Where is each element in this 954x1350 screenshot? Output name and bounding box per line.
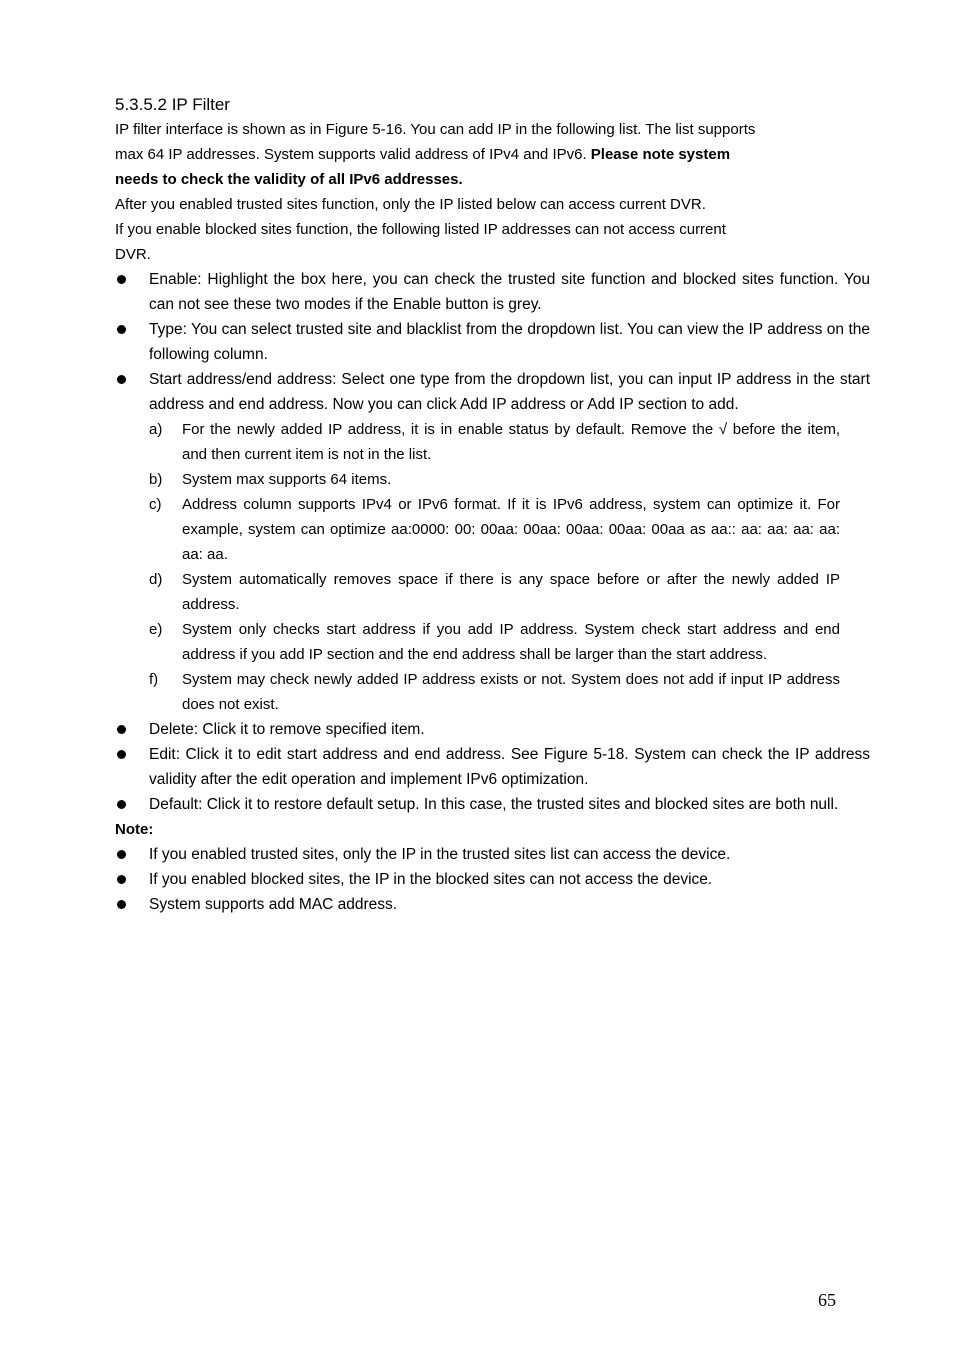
note-bullet-list <box>115 842 870 917</box>
sub-item-e <box>115 617 870 667</box>
trusted-sites-text: After you enabled trusted sites function, only the IP listed below can access current DVR. <box>115 196 706 213</box>
bullet-text: Edit: Click it to edit start address and end address. See Figure 5-18. System can check the IP address validity after the edit operation and implement IPv6 optimization. <box>149 746 870 788</box>
note-bullet-mac <box>115 892 870 917</box>
note-label: Note: <box>115 821 154 838</box>
bullet-text: Start address/end address: Select one type from the dropdown list, you can input IP address in the start address and end address. Now you can click Add IP address or Add IP section to add. <box>149 371 870 413</box>
bullet-dot-icon <box>117 850 126 859</box>
sub-item-b <box>115 467 870 492</box>
sub-item-f <box>115 667 870 717</box>
intro-line-1: IP filter interface is shown as in Figure 5-16. You can add IP in the following list. The list supports <box>115 121 756 138</box>
sub-item-text: For the newly added IP address, it is in enable status by default. Remove the √ before the item, and then current item is not in the list. <box>182 421 840 463</box>
bullet-delete <box>115 717 870 742</box>
bullet-dot-icon <box>117 375 126 384</box>
address-sub-list <box>115 417 870 717</box>
bullet-text: Type: You can select trusted site and blacklist from the dropdown list. You can view the IP address on the following column. <box>149 321 870 363</box>
section-heading: 5.3.5.2 IP Filter <box>115 95 230 114</box>
bullet-text: Delete: Click it to remove specified item. <box>149 721 425 738</box>
sub-item-text: System may check newly added IP address exists or not. System does not add if input IP address does not exist. <box>182 671 840 713</box>
intro-line-3 <box>115 167 870 192</box>
sub-item-d <box>115 567 870 617</box>
bullet-enable <box>115 267 870 317</box>
page-content <box>115 92 870 917</box>
intro-line-2 <box>115 142 870 167</box>
action-bullet-list <box>115 717 870 817</box>
bullet-text: Enable: Highlight the box here, you can check the trusted site function and blocked sites function. You can not see these two modes if the Enable button is grey. <box>149 271 870 313</box>
bullet-edit <box>115 742 870 792</box>
bullet-dot-icon <box>117 750 126 759</box>
sub-item-a <box>115 417 870 467</box>
sub-item-text: System automatically removes space if there is any space before or after the newly added IP address. <box>182 571 840 613</box>
bullet-text: If you enabled blocked sites, the IP in the blocked sites can not access the device. <box>149 871 713 888</box>
blocked-sites-text-2: DVR. <box>115 246 151 263</box>
sub-item-marker: f) <box>149 671 159 688</box>
bullet-text: If you enabled trusted sites, only the IP in the trusted sites list can access the device. <box>149 846 731 863</box>
bullet-default <box>115 792 870 817</box>
sub-item-marker: a) <box>149 421 163 438</box>
feature-bullet-list <box>115 267 870 417</box>
bullet-start-end-address <box>115 367 870 417</box>
bullet-text: System supports add MAC address. <box>149 896 398 913</box>
bullet-type <box>115 317 870 367</box>
note-bullet-trusted <box>115 842 870 867</box>
sub-item-marker: c) <box>149 496 162 513</box>
bullet-dot-icon <box>117 875 126 884</box>
bullet-dot-icon <box>117 325 126 334</box>
intro-line-2-bold: Please note system <box>590 146 731 163</box>
sub-item-marker: d) <box>149 571 163 588</box>
blocked-sites-text-1: If you enable blocked sites function, the following listed IP addresses can not access current <box>115 221 726 238</box>
intro-line-3-bold: needs to check the validity of all IPv6 addresses. <box>115 171 463 188</box>
bullet-dot-icon <box>117 800 126 809</box>
sub-item-c <box>115 492 870 567</box>
intro-line-2-text: max 64 IP addresses. System supports valid address of IPv4 and IPv6. <box>115 146 591 163</box>
sub-item-marker: e) <box>149 621 163 638</box>
sub-item-text: System only checks start address if you add IP address. System check start address and end address if you add IP section and the end address shall be larger than the start address. <box>182 621 840 663</box>
sub-item-text: Address column supports IPv4 or IPv6 format. If it is IPv6 address, system can optimize it. For example, system can optimize aa:0000: 00: 00aa: 00aa: 00aa: 00aa: 00aa as aa:: aa: aa: aa: aa: aa: aa. <box>182 496 840 563</box>
bullet-dot-icon <box>117 275 126 284</box>
sub-item-marker: b) <box>149 471 163 488</box>
bullet-dot-icon <box>117 900 126 909</box>
bullet-dot-icon <box>117 725 126 734</box>
sub-item-text: System max supports 64 items. <box>182 471 392 488</box>
bullet-text: Default: Click it to restore default setup. In this case, the trusted sites and blocked sites are both null. <box>149 796 839 813</box>
page-number: 65 <box>818 1290 836 1310</box>
note-bullet-blocked <box>115 867 870 892</box>
